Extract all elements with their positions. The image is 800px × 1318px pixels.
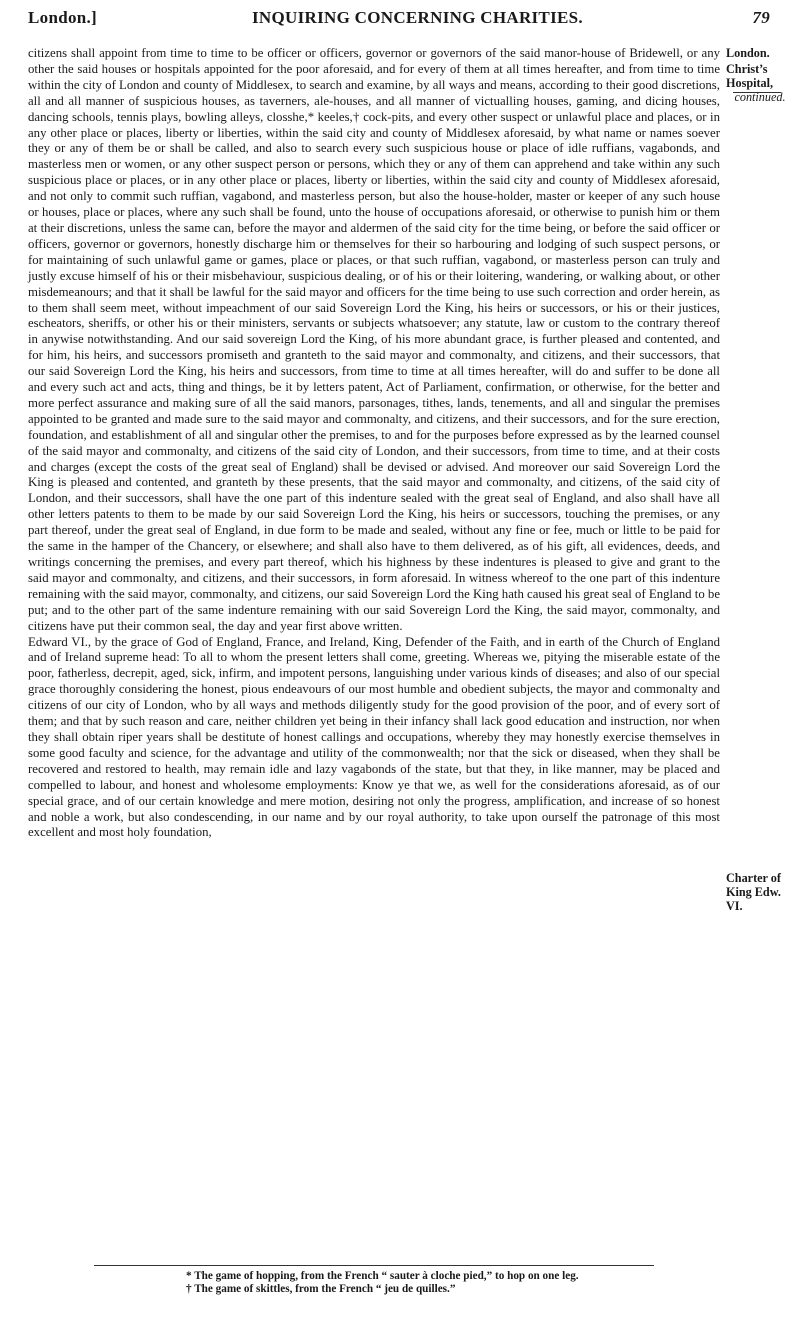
footnotes: [186, 1270, 746, 1296]
margin-note-hospital: [726, 62, 800, 104]
footnote-divider: [94, 1265, 654, 1266]
footnote-skittles: † The game of skittles, from the French “ jeu de quilles.”: [186, 1283, 456, 1295]
page-number: 79: [752, 8, 770, 27]
header-chapter-title: INQUIRING CONCERNING CHARITIES.: [252, 8, 583, 27]
margin-note-divider: [733, 92, 781, 93]
paragraph-indenture: citizens shall appoint from time to time to be officer or officers, governor or governors of the said manor-house of Bridewell, or any other the said houses or hospitals appointed for the poor aforesaid, and for every of them at all times hereafter, and from time to time within the city of London and county of Middlesex, to search and examine, by all ways and means, according to their good discretions, all and all manner of suspicious houses, as taverners, ale-houses, and all manner of victualling houses, gaming, and dicing houses, dancing schools, tennis plays, bowling alleys, closshe,* keeles,† cock-pits, and every other suspect or unlawful place and places, or in any other place or places, liberty or liberties, within the said city and county of Middlesex aforesaid, by what name or names soever they or any of them be or shall be called, and also to search every such suspicious house or place of idle ruffians, vagabonds, and masterless men or women, or any other suspect person or persons, which they or any of them can apprehend and take within any such suspicious place or places, or in any other place or places, liberty or liberties, within the said city and county of Middlesex aforesaid, and not only to commit such ruffian, vagabond, and masterless person, but also the house-holder, master or keeper of any such house or houses, place or places, where any such shall be found, unto the house of occupations aforesaid, or otherwise to punish him or them at their discretions, unless the same can, before the mayor and aldermen of the said city for the time being, or before the said officer or officers, governor or governors, honestly discharge him or themselves for their so harbouring and lodging of such suspect persons, or for maintaining of such unlawful game or games, place or places, or that such ruffian, vagabond, or masterless person can truly and justly excuse himself of his or their misbehaviour, suspicious dealing, or of his or their loitering, wandering, or walking about, or other misdemeanours; and that it shall be lawful for the said mayor and officers for the time being to use such correction and order herein, as to them shall seem meet, without impeachment of our said Sovereign Lord the King, his heirs or successors, or his or their justices, escheators, sheriffs, or other his or their ministers, servants or subjects whatsoever; any statute, law or custom to the contrary thereof in anywise notwithstanding. And our said sovereign Lord the King, of his more abundant grace, is further pleased and contented, and for him, his heirs, and successors promiseth and granteth to the said mayor and commonalty, and citizens, and their successors, that our said Sovereign Lord the King, his heirs and successors, from time to time at all times hereafter, will do and suffer to be done all and every such act and acts, thing and things, be it by letters patent, Act of Parliament, confirmation, or otherwise, for the better and more perfect assurance and making sure of all the said manors, parsonages, tithes, lands, tenements, and all and singular the premises appointed to be granted and made sure to the said mayor and commonalty, and citizens, and their successors, and for the sure erection, foundation, and establishment of all and singular other the premises, to and for the purposes before expressed as by the learned counsel of the said mayor and commonalty, and citizens of the said city of London, and their successors, from time to time, and at their costs and charges (except the costs of the great seal of England) shall be devised or advised. And moreover our said Sovereign Lord the King is pleased and contented, and granteth by these presents, that the said mayor and commonalty, and citizens, of the said city of London, and their successors, shall have the one part of this indenture sealed with the great seal of England, and also shall have all other letters patents to them to be made by our said Sovereign Lord the King, his heirs or successors, touching the premises, or any part thereof, under the great seal of England, in due form to be made and sealed, without any fine or fee, much or little to be paid for the same in the hamper of the Chancery, or elsewhere; and shall also have to them delivered, as of his gift, all evidences, deeds, and writings concerning the premises, and every part thereof, which his highness by these indentures is pleased to give and grant to the said mayor and commonalty, and citizens, and their successors, in form aforesaid. In witness whereof to the one part of this indenture remaining with the said mayor, commonalty, and citizens, our said Sovereign Lord the King hath caused his great seal of England to be put; and to the other part of the same indenture remaining with our said Sovereign Lord the King, the said mayor, commonalty, and citizens have put their common seal, the day and year first above written.: [28, 46, 720, 633]
main-text: [28, 46, 720, 841]
margin-note-place: London.: [726, 46, 770, 60]
margin-note-hospital-title: Christ’s Hospital,: [726, 62, 774, 90]
margin-note-continued: continued.: [734, 90, 786, 104]
margin-note-charter: Charter of King Edw. VI.: [726, 871, 781, 913]
paragraph-charter: Edward VI., by the grace of God of England, France, and Ireland, King, Defender of the Faith, and in earth of the Church of England and of Ireland supreme head: To all to whom the present letters shall come, greeting. Whereas we, pitying the miserable estate of the poor, fatherless, decrepit, aged, sick, infirm, and impotent persons, languishing under various kinds of diseases; and also of our special grace thoroughly considering the honest, pious endeavours of our most humble and obedient subjects, the mayor and commonalty and citizens of our city of London, who by all ways and methods diligently study for the good provision of the poor, and of every sort of them; and that by such reason and care, neither children yet being in their infancy shall lack good education and instruction, nor when they shall obtain riper years shall be destitute of honest callings and occupations, whereby they may honestly exercise themselves in some good faculty and science, for the advantage and utility of the commonwealth; nor that the sick or diseased, when they shall be recovered and restored to health, may remain idle and lazy vagabonds of the state, but that they, in like manner, may be placed and compelled to labour, and honest and wholesome employments: Know ye that we, as well for the considerations aforesaid, as of our special grace, and of our certain knowledge and mere motion, desiring not only the progress, amplification, and increase of so honest and noble a work, but also condescending, in our name and by our royal authority, to take upon ourself the patronage of this most excellent and most holy foundation,: [28, 634, 720, 840]
footnote-hopping: * The game of hopping, from the French “ sauter à cloche pied,” to hop on one leg.: [186, 1270, 579, 1282]
header-section-title: London.]: [28, 8, 98, 27]
running-header: [28, 6, 770, 30]
